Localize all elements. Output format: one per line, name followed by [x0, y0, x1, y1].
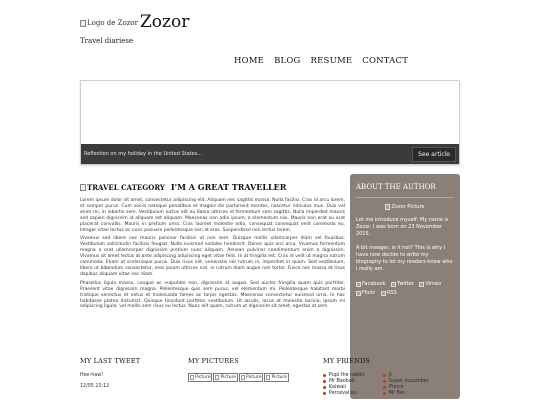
broken-image-icon — [215, 375, 219, 380]
friend-name: Perceval.eu — [329, 391, 357, 396]
rss-link[interactable] — [381, 290, 399, 297]
author-picture — [356, 204, 454, 210]
post-title-text: I'M A GREAT TRAVELLER — [170, 182, 287, 192]
friend-name: Mr Baobab — [329, 379, 355, 384]
picture-alt: Picture — [271, 375, 287, 380]
bullet-icon — [383, 374, 386, 377]
bullet-icon — [383, 392, 386, 395]
banner-caption: Reflection on my holiday in the United States... — [84, 151, 203, 157]
nav-home[interactable]: HOME — [234, 56, 265, 66]
friend-link[interactable] — [323, 385, 383, 390]
author-bio: A bit meager, is it not? This is why I have now decide to write my biography to let my readers know who I really am. — [356, 245, 453, 272]
friend-link[interactable] — [383, 385, 433, 390]
twitter-link[interactable] — [391, 281, 416, 288]
pictures-section — [188, 357, 289, 382]
divider — [356, 197, 454, 198]
featured-banner — [80, 80, 460, 165]
broken-image-icon — [266, 375, 270, 380]
facebook-icon — [356, 282, 361, 287]
broken-image-icon — [80, 20, 86, 27]
nav-resume[interactable]: RESUME — [310, 56, 353, 66]
friend-link[interactable] — [383, 379, 433, 384]
author-picture-alt: Zozor Picture — [391, 204, 425, 210]
friend-link[interactable] — [323, 373, 383, 378]
post-paragraph: Lorem ipsum dolor sit amet, consectetur adipiscing elit. Aliquam nec sagittis massa. Nulla facilisi. Cras id arcu lorem, et semper purus. Cum sociis natoque penatibus et magnis dis parturient montes, nascetur ridiculus mus. Duis vel enim mi, in lobortis sem. Vestibulum luctus elit eu libero ultrices id fermentum sem sagittis. Nulla imperdiet mauris sed sapien dignissim id aliquam est aliquam. Maecenas non odio ipsum, a elementum nisi. Mauris non erat eu erat placerat convallis. Mauris in pretium urna. Cras laoreet molestie odio, consequat consequat velit commodo eu. Integer vitae lectus ac nunc posuere pellentesque non at eros. Suspendisse non lectus lorem. — [80, 198, 345, 233]
broken-image-icon — [241, 375, 245, 380]
post-title — [80, 182, 345, 192]
friend-name: Ji — [389, 373, 392, 378]
friends-list — [323, 373, 433, 396]
post-paragraph: Phasellus ligula massa, congue ac vulputate non, dignissim at augue. Sed auctor fringilla quam quis porttitor. Praesent vitae dignissim magna. Pellentesque quis sem purus, vel elementum mi. Pellentesque habitant morbi tristique senectus et netus et malesuada fames ac turpis egestas. Maecenas consectetur euismod urna. In hac habitasse platea dictumst. Quisque tincidunt porttitor vestibulum. Ut iaculis, lacus at molestie lacinia, ipsum mi adipiscing ligula, vel mollis sem risus eu lectus. Nunc elit quam, rutrum ut dignissim sit amet, egestas at sem. — [80, 280, 345, 310]
site-name[interactable]: Zozor — [139, 12, 190, 32]
broken-image-icon — [385, 204, 390, 210]
category-image-alt: TRAVEL CATEGORY — [87, 182, 165, 192]
friend-name: Pupi the rabbit — [329, 373, 365, 378]
sidebar-title: ABOUT THE AUTHOR — [356, 183, 436, 191]
logo-image[interactable] — [80, 19, 138, 27]
pictures-section-title: MY PICTURES — [188, 357, 240, 365]
twitter-label: Twitter — [397, 280, 414, 287]
last-tweet-section — [80, 357, 140, 389]
rss-icon — [381, 291, 386, 296]
banner-caption-bar — [81, 144, 459, 164]
nav-contact[interactable]: CONTACT — [362, 56, 409, 66]
broken-image-icon — [190, 375, 194, 380]
tweet-date: 12/05 23:12 — [80, 384, 110, 389]
vimeo-label: Vimeo — [425, 280, 442, 287]
bullet-icon — [323, 392, 326, 395]
main-nav — [234, 56, 408, 66]
picture-gallery — [188, 373, 289, 382]
flickr-icon — [356, 291, 361, 296]
friend-name: Super cucumber — [389, 379, 429, 384]
facebook-label: Facebook — [362, 280, 386, 287]
friend-name: Kaiwaii — [329, 385, 346, 390]
flickr-link[interactable] — [356, 290, 377, 297]
nav-blog[interactable]: BLOG — [274, 56, 301, 66]
friend-link[interactable] — [323, 379, 383, 384]
site-tagline: Travel diariese — [80, 37, 134, 45]
friend-link[interactable] — [383, 373, 433, 378]
gallery-picture[interactable] — [264, 373, 288, 382]
post-paragraph: Vivamus sed libero nec mauris pulvinar facilisis ut non sem. Quisque mollis ullamcorper diam vel faucibus. Vestibulum sollicitudin facilisis feugiat. Nulla euismod sodales hendrerit. Donec quis orci arcu. Vivamus fermentum magna a erat ullamcorper dignissim pretium nunc aliquam. Aenean pulvinar condimentum enim a dignissim. Vivamus sit amet lectus at ante adipiscing adipiscing eget vitae felis. In at fringilla est. Cras id velit ut magna rutrum commodo. Etiam ut scelerisque purus. Duis risus elit, venenatis vel rutrum in, imperdiet in quam. Sed vestibulum, libero ut bibendum consectetur, eros ipsum ultrices nisl, in rutrum diam augue non tortor. Fusce nec massa et risus dapibus aliquam vitae nec diam. — [80, 236, 345, 277]
friend-link[interactable] — [323, 391, 383, 396]
friends-section — [323, 357, 433, 396]
rss-label: RSS — [386, 289, 397, 296]
tweet-text: Hee-haw! — [80, 373, 104, 378]
broken-image-icon — [80, 184, 86, 191]
bullet-icon — [383, 386, 386, 389]
friends-section-title: MY FRIENDS — [323, 357, 371, 365]
picture-alt: Picture — [245, 375, 262, 380]
friend-link[interactable] — [383, 391, 433, 396]
gallery-picture[interactable] — [239, 373, 263, 382]
friend-name: Mr Fan — [389, 391, 405, 396]
vimeo-icon — [419, 282, 424, 287]
bullet-icon — [323, 380, 326, 383]
blog-post — [80, 182, 345, 313]
site-header — [80, 14, 189, 45]
see-article-button[interactable]: See article — [412, 147, 456, 162]
logo[interactable] — [80, 14, 189, 31]
picture-alt: Picture — [220, 375, 236, 380]
tweet-section-title: MY LAST TWEET — [80, 357, 141, 365]
gallery-picture[interactable] — [213, 373, 237, 382]
flickr-label: Flickr — [362, 289, 376, 296]
bullet-icon — [323, 386, 326, 389]
facebook-link[interactable] — [356, 281, 388, 288]
gallery-picture[interactable] — [188, 373, 212, 382]
bullet-icon — [323, 374, 326, 377]
author-intro: Let me introduce myself: My name is Zozor. I was born on 23 November 2015. — [356, 217, 449, 237]
friend-name: Prince — [389, 385, 404, 390]
twitter-icon — [391, 282, 396, 287]
bullet-icon — [383, 380, 386, 383]
social-links — [356, 281, 454, 299]
vimeo-link[interactable] — [419, 281, 443, 288]
picture-alt: Picture — [195, 375, 211, 380]
logo-alt-text: Logo de Zozor — [87, 19, 138, 27]
